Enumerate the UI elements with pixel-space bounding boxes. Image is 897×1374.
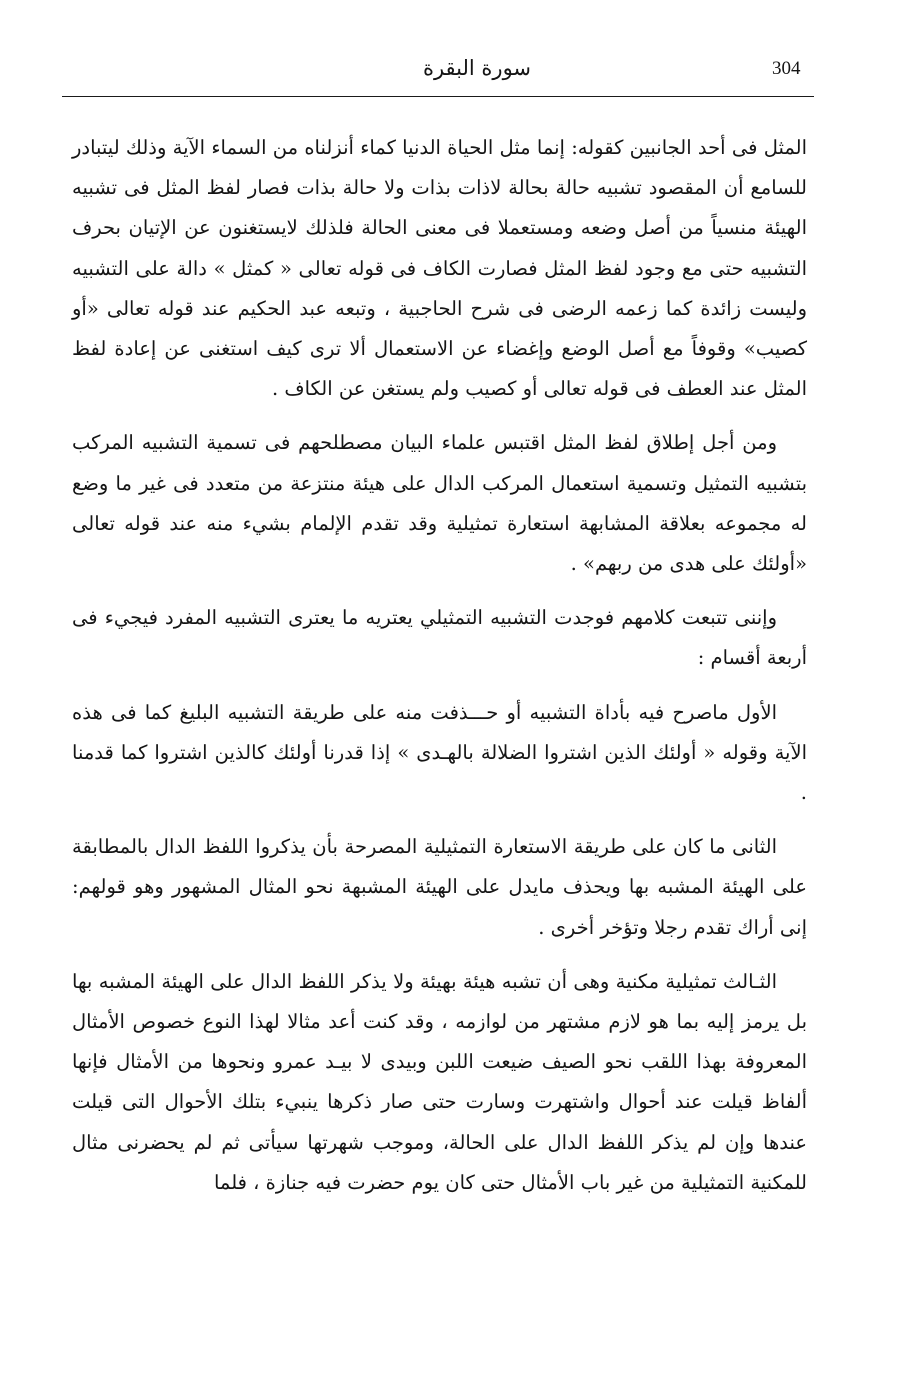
paragraph: الثانى ما كان على طريقة الاستعارة التمثيلية المصرحة بأن يذكروا اللفظ الدال بالمطابقة على الهيئة المشبه بها ويحذف مايدل على الهيئة المشبهة نحو المثال المشهور وهو قولهم: إنى أراك تقدم رجلا وتؤخر أخرى .: [72, 835, 807, 939]
body-text: [72, 128, 807, 1203]
paragraph: ومن أجل إطلاق لفظ المثل اقتبس علماء البيان مصطلحهم فى تسمية التشبيه المركب بتشبيه التمثيل وتسمية استعمال المركب الدال على هيئة منتزعة من متعدد فى غير ما وضع له مجموعه بعلاقة المشابهة استعارة تمثيلية وقد تقدم الإلمام بشيء منه عند قوله تعالى «أولئك على هدى من ربهم» .: [72, 431, 807, 576]
paragraph: المثل فى أحد الجانبين كقوله: إنما مثل الحياة الدنيا كماء أنزلناه من السماء الآية وذلك ليتبادر للسامع أن المقصود تشبيه حالة بحالة لاذات بذات ولا حالة بذات فصار لفظ المثل فى تشبيه الهيئة منسياً من أصل وضعه ومستعملا فى معنى الحالة فلذلك لايستغنون عن الإتيان بحرف التشبيه حتى مع وجود لفظ المثل فصارت الكاف فى قوله تعالى « كمثل » دالة على التشبيه وليست زائدة كما زعمه الرضى فى شرح الحاجبية ، وتبعه عبد الحكيم عند قوله تعالى «أو كصيب» وقوفاً مع أصل الوضع وإغضاء عن الاستعمال ألا ترى كيف استغنى عن إعادة لفظ المثل عند العطف فى قوله تعالى أو كصيب ولم يستغن عن الكاف .: [72, 136, 807, 401]
paragraph: الثـالث تمثيلية مكنية وهى أن تشبه هيئة بهيئة ولا يذكر اللفظ الدال على الهيئة المشبه بها بل يرمز إليه بما هو لازم مشتهر من لوازمه ، وقد كنت أعد مثالا لهذا النوع خصوص الأمثال المعروفة بهذا اللقب نحو الصيف ضيعت اللبن وبيدى لا بيـد عمرو ونحوها من الأمثال فإنها ألفاظ قيلت عند أحوال واشتهرت وسارت حتى صار ذكرها ينبيء بتلك الأحوال التى قيلت عندها وإن لم يذكر اللفظ الدال على الحالة، وموجب شهرتها سيأتى ثم لم يحضرنى مثال للمكنية التمثيلية من غير باب الأمثال حتى كان يوم حضرت فيه جنازة ، فلما: [72, 969, 807, 1194]
running-title: سورة البقرة: [422, 56, 532, 80]
paragraph: وإننى تتبعت كلامهم فوجدت التشبيه التمثيلي يعتريه ما يعترى التشبيه المفرد فيجيء فى أربعة أقسام :: [72, 606, 807, 670]
paragraph: الأول ماصرح فيه بأداة التشبيه أو حـــذفت منه على طريقة التشبيه البليغ كما فى هذه الآية وقوله « أولئك الذين اشتروا الضلالة بالهـدى » إذا قدرنا أولئك كالذين اشتروا كما قدمنا .: [72, 700, 807, 805]
page-header: [62, 52, 814, 97]
page-number: 304: [772, 58, 801, 79]
